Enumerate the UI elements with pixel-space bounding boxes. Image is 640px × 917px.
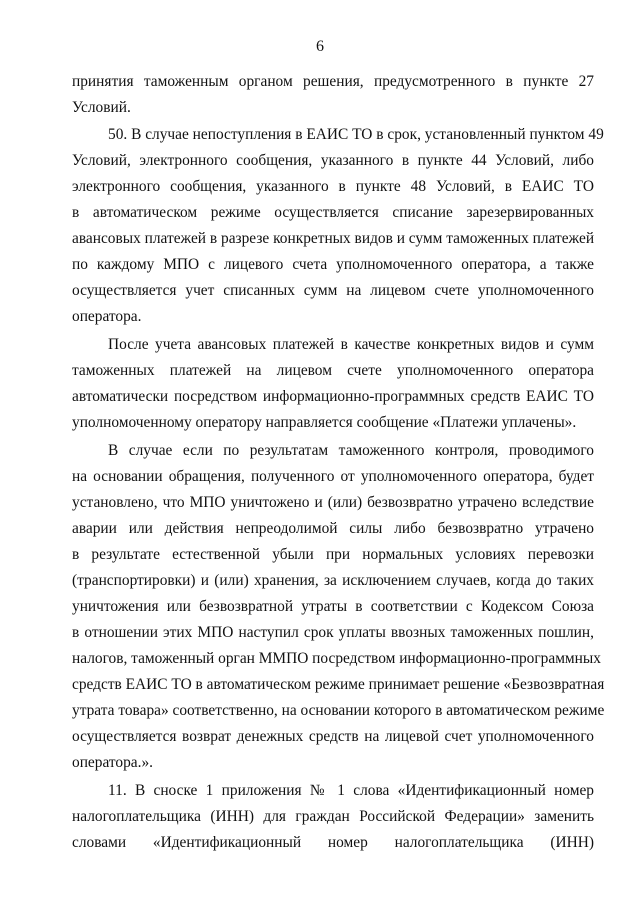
text-line: осуществляется учет списанных сумм на лицевом счете уполномоченного bbox=[72, 282, 594, 299]
text-line: по каждому МПО с лицевого счета уполномоченного оператора, а также bbox=[72, 256, 594, 273]
text-line: утрата товара» соответственно, на основании которого в автоматическом режиме bbox=[72, 702, 605, 719]
text-line: налогоплательщика (ИНН) для граждан Российской Федерации» заменить bbox=[72, 808, 594, 825]
text-line: 50. В случае непоступления в ЕАИС ТО в срок, установленный пунктом 49 bbox=[108, 126, 604, 143]
text-line: Условий. bbox=[72, 99, 131, 116]
text-line: уполномоченному оператору направляется сообщение «Платежи уплачены». bbox=[72, 414, 577, 431]
text-line: электронного сообщения, указанного в пункте 48 Условий, в ЕАИС ТО bbox=[72, 178, 594, 195]
text-line: оператора.». bbox=[72, 754, 154, 771]
text-line: в отношении этих МПО наступил срок уплаты ввозных таможенных пошлин, bbox=[72, 624, 594, 641]
text-line: в результате естественной убыли при нормальных условиях перевозки bbox=[72, 546, 594, 563]
text-line: аварии или действия непреодолимой силы либо безвозвратно утрачено bbox=[72, 520, 594, 537]
text-line: После учета авансовых платежей в качестве конкретных видов и сумм bbox=[108, 336, 594, 353]
text-line: В случае если по результатам таможенного контроля, проводимого bbox=[108, 442, 594, 459]
text-line: уничтожения или безвозвратной утраты в соответствии с Кодексом Союза bbox=[72, 598, 594, 615]
text-line: осуществляется возврат денежных средств на лицевой счет уполномоченного bbox=[72, 728, 594, 745]
text-line: на основании обращения, полученного от уполномоченного оператора, будет bbox=[72, 468, 594, 485]
page-number: 6 bbox=[316, 38, 324, 55]
text-line: автоматически посредством информационно-программных средств ЕАИС ТО bbox=[72, 388, 594, 405]
text-line: средств ЕАИС ТО в автоматическом режиме принимает решение «Безвозвратная bbox=[72, 676, 605, 693]
text-line: Условий, электронного сообщения, указанного в пункте 44 Условий, либо bbox=[72, 152, 594, 169]
text-line: принятия таможенным органом решения, предусмотренного в пункте 27 bbox=[72, 73, 594, 90]
text-line: налогов, таможенный орган ММПО посредством информационно-программных bbox=[72, 650, 601, 667]
text-line: авансовых платежей в разрезе конкретных видов и сумм таможенных платежей bbox=[72, 230, 595, 247]
text-line: установлено, что МПО уничтожено и (или) безвозвратно утрачено вследствие bbox=[72, 494, 594, 511]
text-line: таможенных платежей на лицевом счете уполномоченного оператора bbox=[72, 362, 594, 379]
text-line: 11. В сноске 1 приложения № 1 слова «Идентификационный номер bbox=[108, 782, 594, 799]
text-line: (транспортировки) и (или) хранения, за исключением случаев, когда до таких bbox=[72, 572, 594, 589]
text-line: словами «Идентификационный номер налогоплательщика (ИНН) bbox=[72, 834, 594, 851]
text-line: в автоматическом режиме осуществляется списание зарезервированных bbox=[72, 204, 594, 221]
text-line: оператора. bbox=[72, 308, 142, 325]
